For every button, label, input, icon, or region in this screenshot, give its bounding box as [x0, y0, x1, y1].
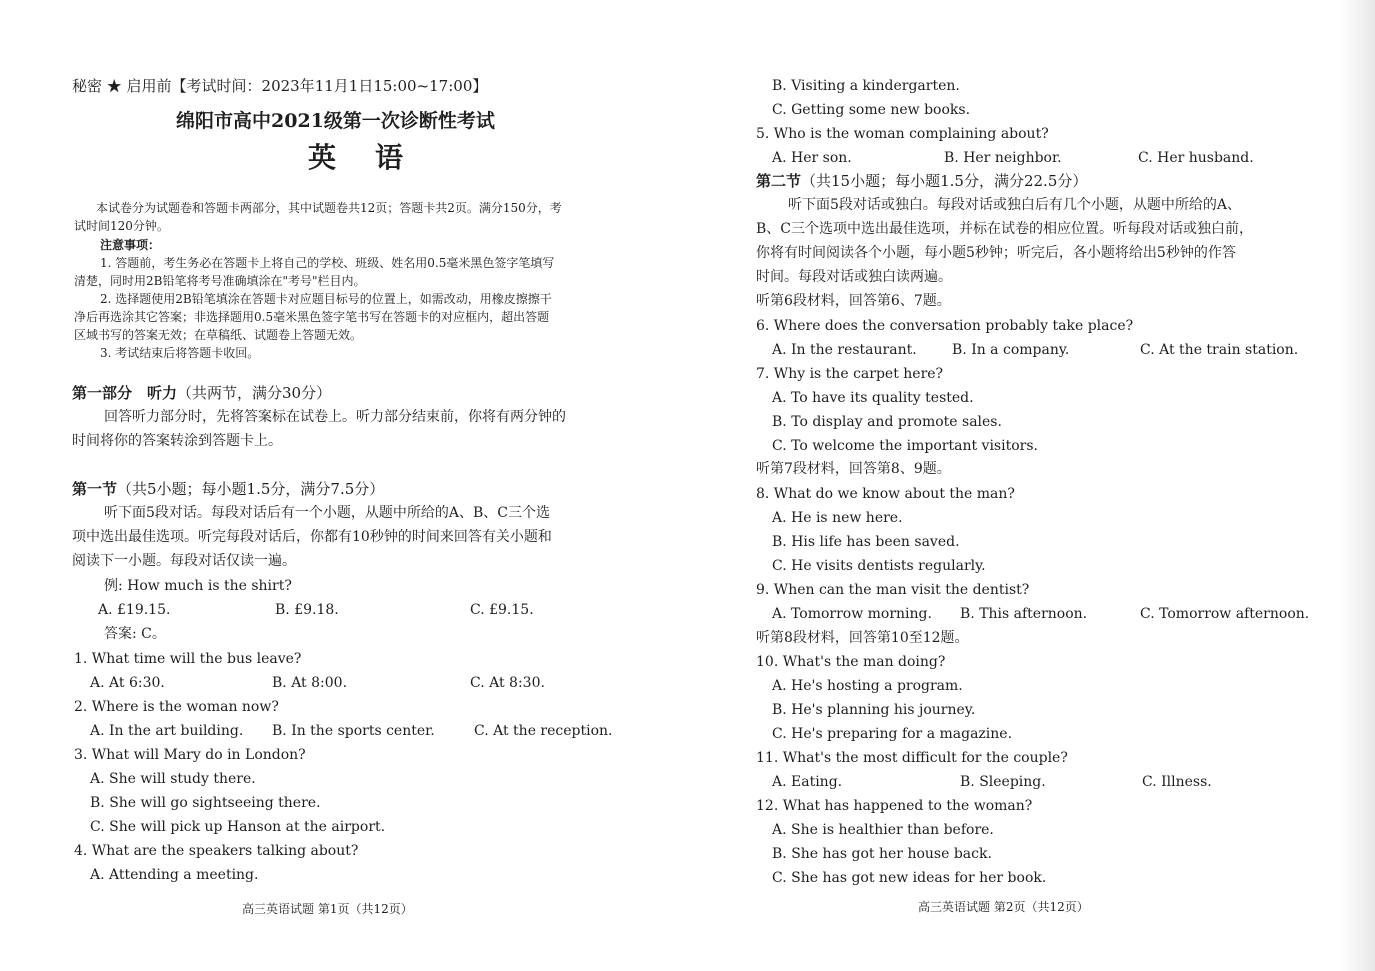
page-2-footer: 高三英语试题 第2页（共12页）	[918, 900, 1089, 914]
notes-title: 注意事项：	[100, 238, 161, 252]
example-option-c: C. £9.15.	[470, 602, 534, 618]
q5-option-b: B. Her neighbor.	[944, 150, 1062, 166]
page-1-footer: 高三英语试题 第1页（共12页）	[242, 902, 413, 916]
note-1-line-2: 清楚，同时用2B铅笔将考号准确填涂在"考号"栏目内。	[74, 274, 366, 288]
question-9: 9. When can the man visit the dentist?	[756, 582, 1030, 598]
section2-title-note: （共15小题；每小题1.5分，满分22.5分）	[801, 172, 1088, 190]
question-2: 2. Where is the woman now?	[74, 699, 279, 715]
section1-desc-line-3: 阅读下一小题。每段对话仅读一遍。	[72, 553, 296, 569]
q11-option-b: B. Sleeping.	[960, 774, 1046, 790]
question-5: 5. Who is the woman complaining about?	[756, 126, 1049, 142]
example-answer: 答案: C。	[104, 626, 166, 642]
q10-option-c: C. He's preparing for a magazine.	[772, 726, 1013, 742]
q7-option-c: C. To welcome the important visitors.	[772, 438, 1038, 454]
question-10: 10. What's the man doing?	[756, 654, 946, 670]
section2-desc-line-1: 听下面5段对话或独白。每段对话或独白后有几个小题，从题中所给的A、	[788, 197, 1242, 213]
section1-title-note: （共5小题；每小题1.5分，满分7.5分）	[117, 480, 385, 498]
part1-title: 第一部分 听力	[72, 384, 178, 402]
note-3: 3. 考试结束后将答题卡收回。	[100, 346, 260, 360]
q10-option-b: B. He's planning his journey.	[772, 702, 976, 718]
q6-option-b: B. In a company.	[952, 342, 1070, 358]
question-12: 12. What has happened to the woman?	[756, 798, 1033, 814]
q1-option-c: C. At 8:30.	[470, 675, 545, 691]
q8-option-b: B. His life has been saved.	[772, 534, 960, 550]
q8-option-a: A. He is new here.	[772, 510, 903, 526]
q6-option-c: C. At the train station.	[1140, 342, 1299, 358]
q11-option-c: C. Illness.	[1142, 774, 1212, 790]
example-option-a: A. £19.15.	[98, 602, 171, 618]
question-4: 4. What are the speakers talking about?	[74, 843, 359, 859]
example-question: 例: How much is the shirt?	[104, 578, 292, 594]
q7-option-a: A. To have its quality tested.	[772, 390, 974, 406]
note-1-line-1: 1. 答题前，考生务必在答题卡上将自己的学校、班级、姓名用0.5毫米黑色签字笔填写	[100, 256, 555, 270]
exam-title: 绵阳市高中2021级第一次诊断性考试	[176, 110, 495, 132]
scan-shadow	[1340, 0, 1375, 971]
q9-option-b: B. This afternoon.	[960, 606, 1088, 622]
part1-heading	[72, 384, 331, 403]
section2-title: 第二节	[756, 172, 802, 190]
q4-option-b: B. Visiting a kindergarten.	[772, 78, 960, 94]
section1-desc-line-2: 项中选出最佳选项。听完每段对话后，你都有10秒钟的时间来回答有关小题和	[72, 529, 552, 545]
q9-option-a: A. Tomorrow morning.	[772, 606, 932, 622]
material-6-heading: 听第6段材料，回答第6、7题。	[756, 293, 951, 309]
question-1: 1. What time will the bus leave?	[74, 651, 302, 667]
intro-line-2: 试时间120分钟。	[74, 219, 169, 233]
part1-desc-line-1: 回答听力部分时，先将答案标在试卷上。听力部分结束前，你将有两分钟的	[104, 409, 566, 425]
question-7: 7. Why is the carpet here?	[756, 366, 944, 382]
question-11: 11. What's the most difficult for the couple?	[756, 750, 1068, 766]
section2-heading	[756, 172, 1087, 191]
section2-desc-line-3: 你将有时间阅读各个小题，每小题5秒钟；听完后，各小题将给出5秒钟的作答	[756, 245, 1236, 261]
material-8-heading: 听第8段材料，回答第10至12题。	[756, 630, 969, 646]
q2-option-b: B. In the sports center.	[272, 723, 435, 739]
q4-option-c: C. Getting some new books.	[772, 102, 971, 118]
q3-option-a: A. She will study there.	[90, 771, 256, 787]
note-2-line-3: 区域书写的答案无效；在草稿纸、试题卷上答题无效。	[74, 328, 363, 342]
note-2-line-1: 2. 选择题使用2B铅笔填涂在答题卡对应题目标号的位置上，如需改动，用橡皮擦擦干	[100, 292, 552, 306]
q8-option-c: C. He visits dentists regularly.	[772, 558, 986, 574]
question-6: 6. Where does the conversation probably take place?	[756, 318, 1134, 334]
q1-option-a: A. At 6:30.	[90, 675, 165, 691]
section1-heading	[72, 480, 384, 499]
q4-option-a: A. Attending a meeting.	[90, 867, 259, 883]
question-3: 3. What will Mary do in London?	[74, 747, 306, 763]
q12-option-b: B. She has got her house back.	[772, 846, 992, 862]
part1-title-note: （共两节，满分30分）	[177, 384, 332, 402]
q2-option-c: C. At the reception.	[474, 723, 613, 739]
secret-line: 秘密 ★ 启用前【考试时间：2023年11月1日15:00~17:00】	[72, 77, 488, 95]
intro-line-1: 本试卷分为试题卷和答题卡两部分，其中试题卷共12页；答题卡共2页。满分150分，考	[96, 201, 562, 215]
q10-option-a: A. He's hosting a program.	[772, 678, 963, 694]
material-7-heading: 听第7段材料，回答第8、9题。	[756, 461, 951, 477]
q11-option-a: A. Eating.	[772, 774, 843, 790]
q5-option-a: A. Her son.	[772, 150, 852, 166]
section2-desc-line-4: 时间。每段对话或独白读两遍。	[756, 269, 952, 285]
q1-option-b: B. At 8:00.	[272, 675, 348, 691]
q3-option-c: C. She will pick up Hanson at the airport.	[90, 819, 386, 835]
q5-option-c: C. Her husband.	[1138, 150, 1254, 166]
q9-option-c: C. Tomorrow afternoon.	[1140, 606, 1310, 622]
q7-option-b: B. To display and promote sales.	[772, 414, 1002, 430]
example-option-b: B. £9.18.	[275, 602, 339, 618]
section2-desc-line-2: B、C三个选项中选出最佳选项，并标在试卷的相应位置。听每段对话或独白前，	[756, 221, 1253, 237]
section1-desc-line-1: 听下面5段对话。每段对话后有一个小题，从题中所给的A、B、C三个选	[104, 505, 551, 521]
q2-option-a: A. In the art building.	[90, 723, 244, 739]
subject-title: 英 语	[308, 141, 403, 174]
q3-option-b: B. She will go sightseeing there.	[90, 795, 321, 811]
q12-option-a: A. She is healthier than before.	[772, 822, 994, 838]
part1-desc-line-2: 时间将你的答案转涂到答题卡上。	[72, 433, 282, 449]
note-2-line-2: 净后再选涂其它答案；非选择题用0.5毫米黑色签字笔书写在答题卡的对应框内，超出答题	[74, 310, 550, 324]
q6-option-a: A. In the restaurant.	[772, 342, 917, 358]
q12-option-c: C. She has got new ideas for her book.	[772, 870, 1047, 886]
question-8: 8. What do we know about the man?	[756, 486, 1015, 502]
section1-title: 第一节	[72, 480, 118, 498]
